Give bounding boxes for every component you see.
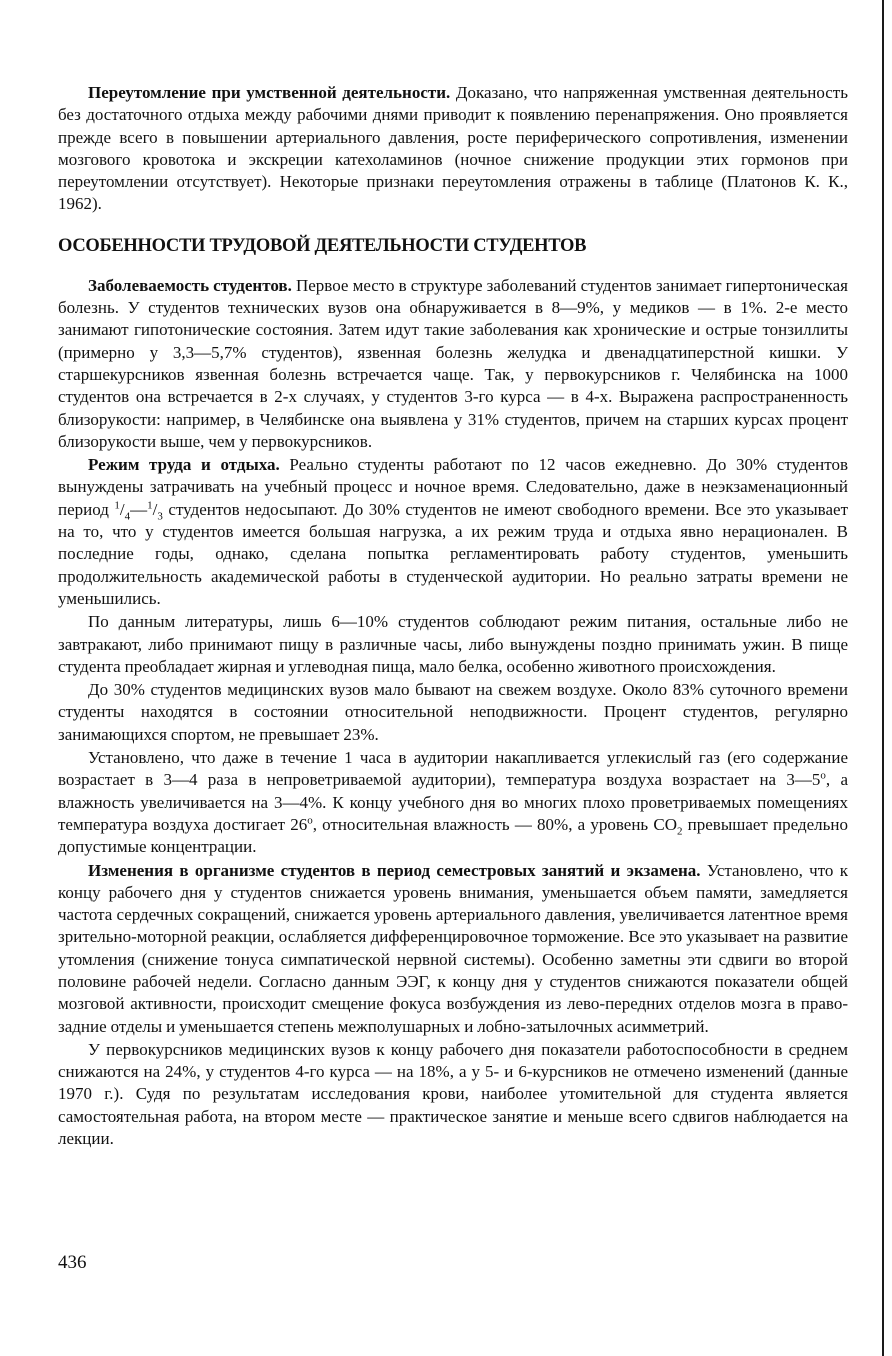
fraction-2-numerator: 1 bbox=[147, 499, 153, 512]
text-work-rest-2: студентов недосыпают. До 30% студентов не имеют свободного времени. Все это указывает на то, что у студентов имеется большая нагрузка, а их режим труда и отдыха явно нерационален. В последние годы, однако, сделана попытка регламентировать работу студентов, уменьшить продолжительность академической работы в студенческой аудитории. Но реально затраты времени не уменьшились. bbox=[58, 499, 848, 608]
text-classroom-2: , а влажность увеличивается на 3—4%. К концу учебного дня во многих плохо проветриваемых помещениях температура воздуха достигает 26 bbox=[58, 770, 848, 834]
paragraph-classroom-air bbox=[58, 747, 848, 858]
text-classroom-4: превышает предельно допустимые концентрации. bbox=[58, 814, 848, 857]
page-edge-line bbox=[882, 0, 884, 1356]
paragraph-first-year: У первокурсников медицинских вузов к концу рабочего дня показатели работоспособности в среднем снижаются на 24%, у студентов 4-го курса — на 18%, а у 5- и 6-курсников не отмечено изменений (данные 1970 г.). Судя по результатам исследования крови, наиболее утомительной для студента является самостоятельная работа, на втором месте — практическое занятие и меньше всего сдвигов наблюдается на лекции. bbox=[58, 1039, 848, 1149]
text-morbidity: Первое место в структуре заболеваний студентов занимает гипертоническая болезнь. У студентов технических вузов она обнаруживается в 8—9%, у медиков — в 1%. 2-е место занимают гипотонические состояния. Затем идут такие заболевания как хронические и острые тонзиллиты (примерно у 3,3—5,7% студентов), язвенная болезнь желудка и двенадцатиперстной кишки. У старшекурсников язвенная болезнь встречается чаще. Так, у первокурсников г. Челябинска на 1000 студентов она встречается в 2-х случаях, у студентов 3-го курса — в 4-х. Выражена распространенность близорукости: например, в Челябинске она выявлена у 31% студентов, причем на старших курсах процент близорукости выше, чем у первокурсников. bbox=[58, 275, 848, 451]
page-number: 436 bbox=[58, 1252, 87, 1273]
text-changes: Установлено, что к концу рабочего дня у студентов снижается уровень внимания, уменьшается объем памяти, замедляется частота сердечных сокращений, снижается уровень артериального давления, увеличивается латентное время зрительно-моторной реакции, ослабляется дифференцировочное торможение. Все это указывает на развитие утомления (снижение тонуса симпатической нервной системы). Особенно заметны эти сдвиги во второй половине рабочей недели. Согласно данным ЭЭГ, к концу дня у студентов снижаются показатели общей мозговой активности, происходит смещение фокуса возбуждения из лево-передних отделов мозга в право-задние отделы и уменьшается степень межполушарных и лобно-затылочных асимметрий. bbox=[58, 860, 848, 1036]
paragraph-fresh-air: До 30% студентов медицинских вузов мало бывают на свежем воздухе. Около 83% суточного времени студенты находятся в состоянии относительной неподвижности. Процент студентов, регулярно занимающихся спортом, не превышает 23%. bbox=[58, 680, 848, 744]
fraction-1-denominator: 4 bbox=[124, 510, 131, 523]
fraction-1-numerator: 1 bbox=[114, 499, 120, 512]
degree-mark-1: о bbox=[820, 769, 826, 782]
paragraph-morbidity bbox=[58, 275, 848, 453]
text-classroom-1: Установлено, что даже в течение 1 часа в аудитории накапливается углекислый газ (его содержание возрастает в 3—4 раза в непроветриваемой аудитории), температура воздуха возрастает на 3—5 bbox=[58, 748, 848, 790]
fraction-2-denominator: 3 bbox=[157, 510, 163, 523]
lead-morbidity: Заболеваемость студентов. bbox=[88, 275, 292, 295]
text-work-rest-1: Реально студенты работают по 12 часов ежедневно. До 30% студентов вынуждены затрачивать на учебный процесс и ночное время. Следовательно, даже в неэкзаменационный период bbox=[58, 455, 848, 519]
lead-work-rest: Режим труда и отдыха. bbox=[88, 455, 280, 475]
fraction-dash: — bbox=[130, 499, 148, 519]
degree-mark-2: о bbox=[307, 814, 313, 827]
paragraph-overwork bbox=[58, 82, 848, 216]
paragraph-changes bbox=[58, 860, 848, 1038]
paragraph-nutrition: По данным литературы, лишь 6—10% студентов соблюдают режим питания, остальные либо не завтракают, либо принимают пищу в различные часы, либо вынуждены поздно принимать ужин. В пище студента преобладает жирная и углеводная пища, мало белка, особенно животного происхождения. bbox=[58, 612, 848, 676]
lead-changes: Изменения в организме студентов в период семестровых занятий и экзамена. bbox=[88, 860, 701, 880]
co2-subscript: 2 bbox=[676, 825, 683, 838]
section-heading: ОСОБЕННОСТИ ТРУДОВОЙ ДЕЯТЕЛЬНОСТИ СТУДЕНТОВ bbox=[58, 235, 587, 256]
text-overwork: Доказано, что напряженная умственная деятельность без достаточного отдыха между рабочими днями приводит к появлению перенапряжения. Оно проявляется прежде всего в повышении артериального давления, росте периферического сопротивления, изменении мозгового кровотока и экскреции катехоламинов (ночное снижение продукции этих гормонов при переутомлении отсутствует). Некоторые признаки переутомления отражены в таблице (Платонов К. К., 1962). bbox=[58, 83, 848, 214]
lead-overwork: Переутомление при умственной деятельности. bbox=[88, 83, 451, 102]
document-page bbox=[58, 82, 848, 1150]
paragraph-work-rest: Режим труда и отдыха. Реально студенты работают по 12 часов ежедневно. До 30% студентов вынуждены затрачивать на учебный процесс и ночное время. Следовательно, даже в неэкзаменационный период $^1/_4—^1/_3$ студентов недосыпают. До 30% студентов не имеют свободного времени. Все это указывает на то, что у студентов имеется большая нагрузка, а их режим труда и отдыха явно нерационален. В последние годы, однако, сделана попытка регламентировать работу студентов, уменьшить продолжительность академической работы в студенческой аудитории. Но реально затраты времени не уменьшились. bbox=[58, 455, 848, 608]
text-classroom-3: , относительная влажность — 80%, а уровень СО bbox=[312, 814, 677, 834]
